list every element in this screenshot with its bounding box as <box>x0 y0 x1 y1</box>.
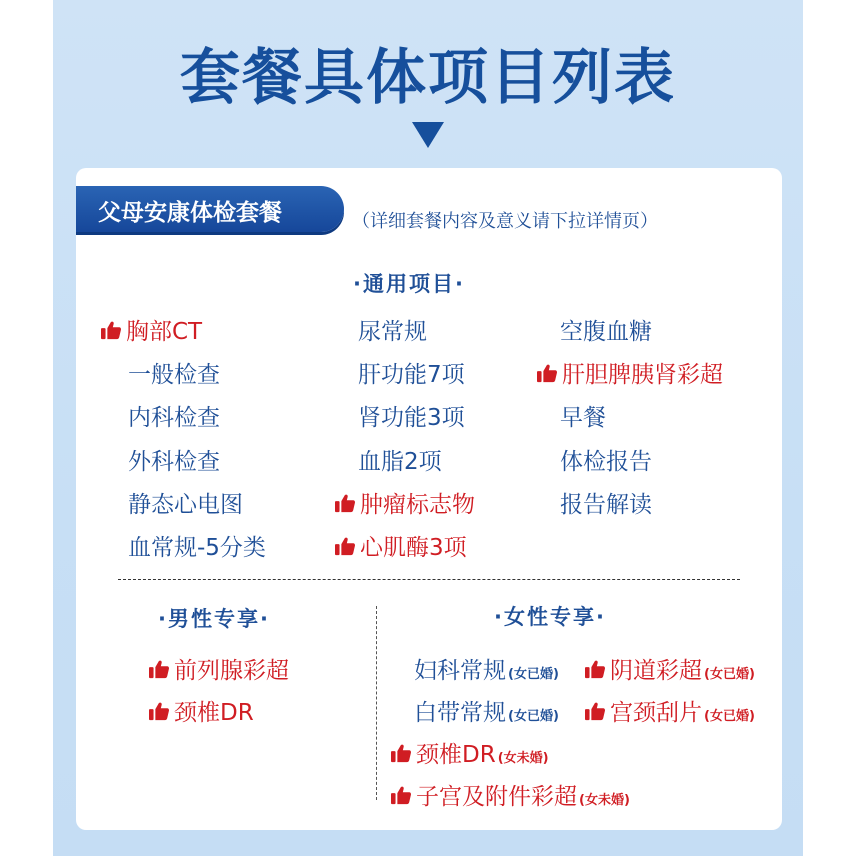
male-item-0: 前列腺彩超 <box>148 652 289 685</box>
page-title: 套餐具体项目列表 <box>180 43 676 113</box>
general-item-col3-3: 体检报告 <box>560 449 652 475</box>
package-note: （详细套餐内容及意义请下拉详情页） <box>352 211 658 232</box>
general-item-col1-2: 内科检查 <box>128 405 220 431</box>
male-item-1: 颈椎DR <box>148 694 254 727</box>
general-item-col3-4: 报告解读 <box>560 492 652 518</box>
section-divider <box>118 579 740 580</box>
thumbs-up-icon <box>584 701 606 721</box>
thumbs-up-icon <box>334 493 356 513</box>
general-item-col1-5: 血常规-5分类 <box>128 535 266 561</box>
general-item-col3-1: 肝胆脾胰肾彩超 <box>536 356 723 389</box>
package-name: 父母安康体检套餐 <box>98 200 282 226</box>
gender-divider <box>376 606 377 800</box>
female-item-2: 白带常规 (女已婚) <box>414 700 559 726</box>
female-heading: ·女性专享· <box>494 605 606 629</box>
general-item-col2-4: 肿瘤标志物 <box>334 486 475 519</box>
general-item-col1-0: 胸部CT <box>100 313 202 346</box>
general-item-col1-3: 外科检查 <box>128 449 220 475</box>
general-heading: ·通用项目· <box>353 272 465 296</box>
female-item-3: 宫颈刮片 (女已婚) <box>584 694 755 727</box>
thumbs-up-icon <box>334 536 356 556</box>
thumbs-up-icon <box>148 659 170 679</box>
female-item-0: 妇科常规 (女已婚) <box>414 658 559 684</box>
general-item-col2-1: 肝功能7项 <box>358 362 465 388</box>
thumbs-up-icon <box>390 743 412 763</box>
general-item-col2-2: 肾功能3项 <box>358 405 465 431</box>
general-item-col1-4: 静态心电图 <box>128 492 243 518</box>
male-heading: ·男性专享· <box>158 607 270 631</box>
general-item-col2-0: 尿常规 <box>358 319 427 345</box>
general-item-col3-0: 空腹血糖 <box>560 319 652 345</box>
general-item-col1-1: 一般检查 <box>128 362 220 388</box>
thumbs-up-icon <box>100 320 122 340</box>
package-tab <box>76 186 344 232</box>
general-item-col2-5: 心肌酶3项 <box>334 529 467 562</box>
general-item-col2-3: 血脂2项 <box>358 449 442 475</box>
thumbs-up-icon <box>584 659 606 679</box>
female-item-4: 颈椎DR (女未婚) <box>390 736 549 769</box>
female-item-5: 子宫及附件彩超 (女未婚) <box>390 778 630 811</box>
general-item-col3-2: 早餐 <box>560 405 606 431</box>
thumbs-up-icon <box>390 785 412 805</box>
female-item-1: 阴道彩超 (女已婚) <box>584 652 755 685</box>
thumbs-up-icon <box>536 363 558 383</box>
thumbs-up-icon <box>148 701 170 721</box>
triangle-down-icon <box>412 122 444 148</box>
